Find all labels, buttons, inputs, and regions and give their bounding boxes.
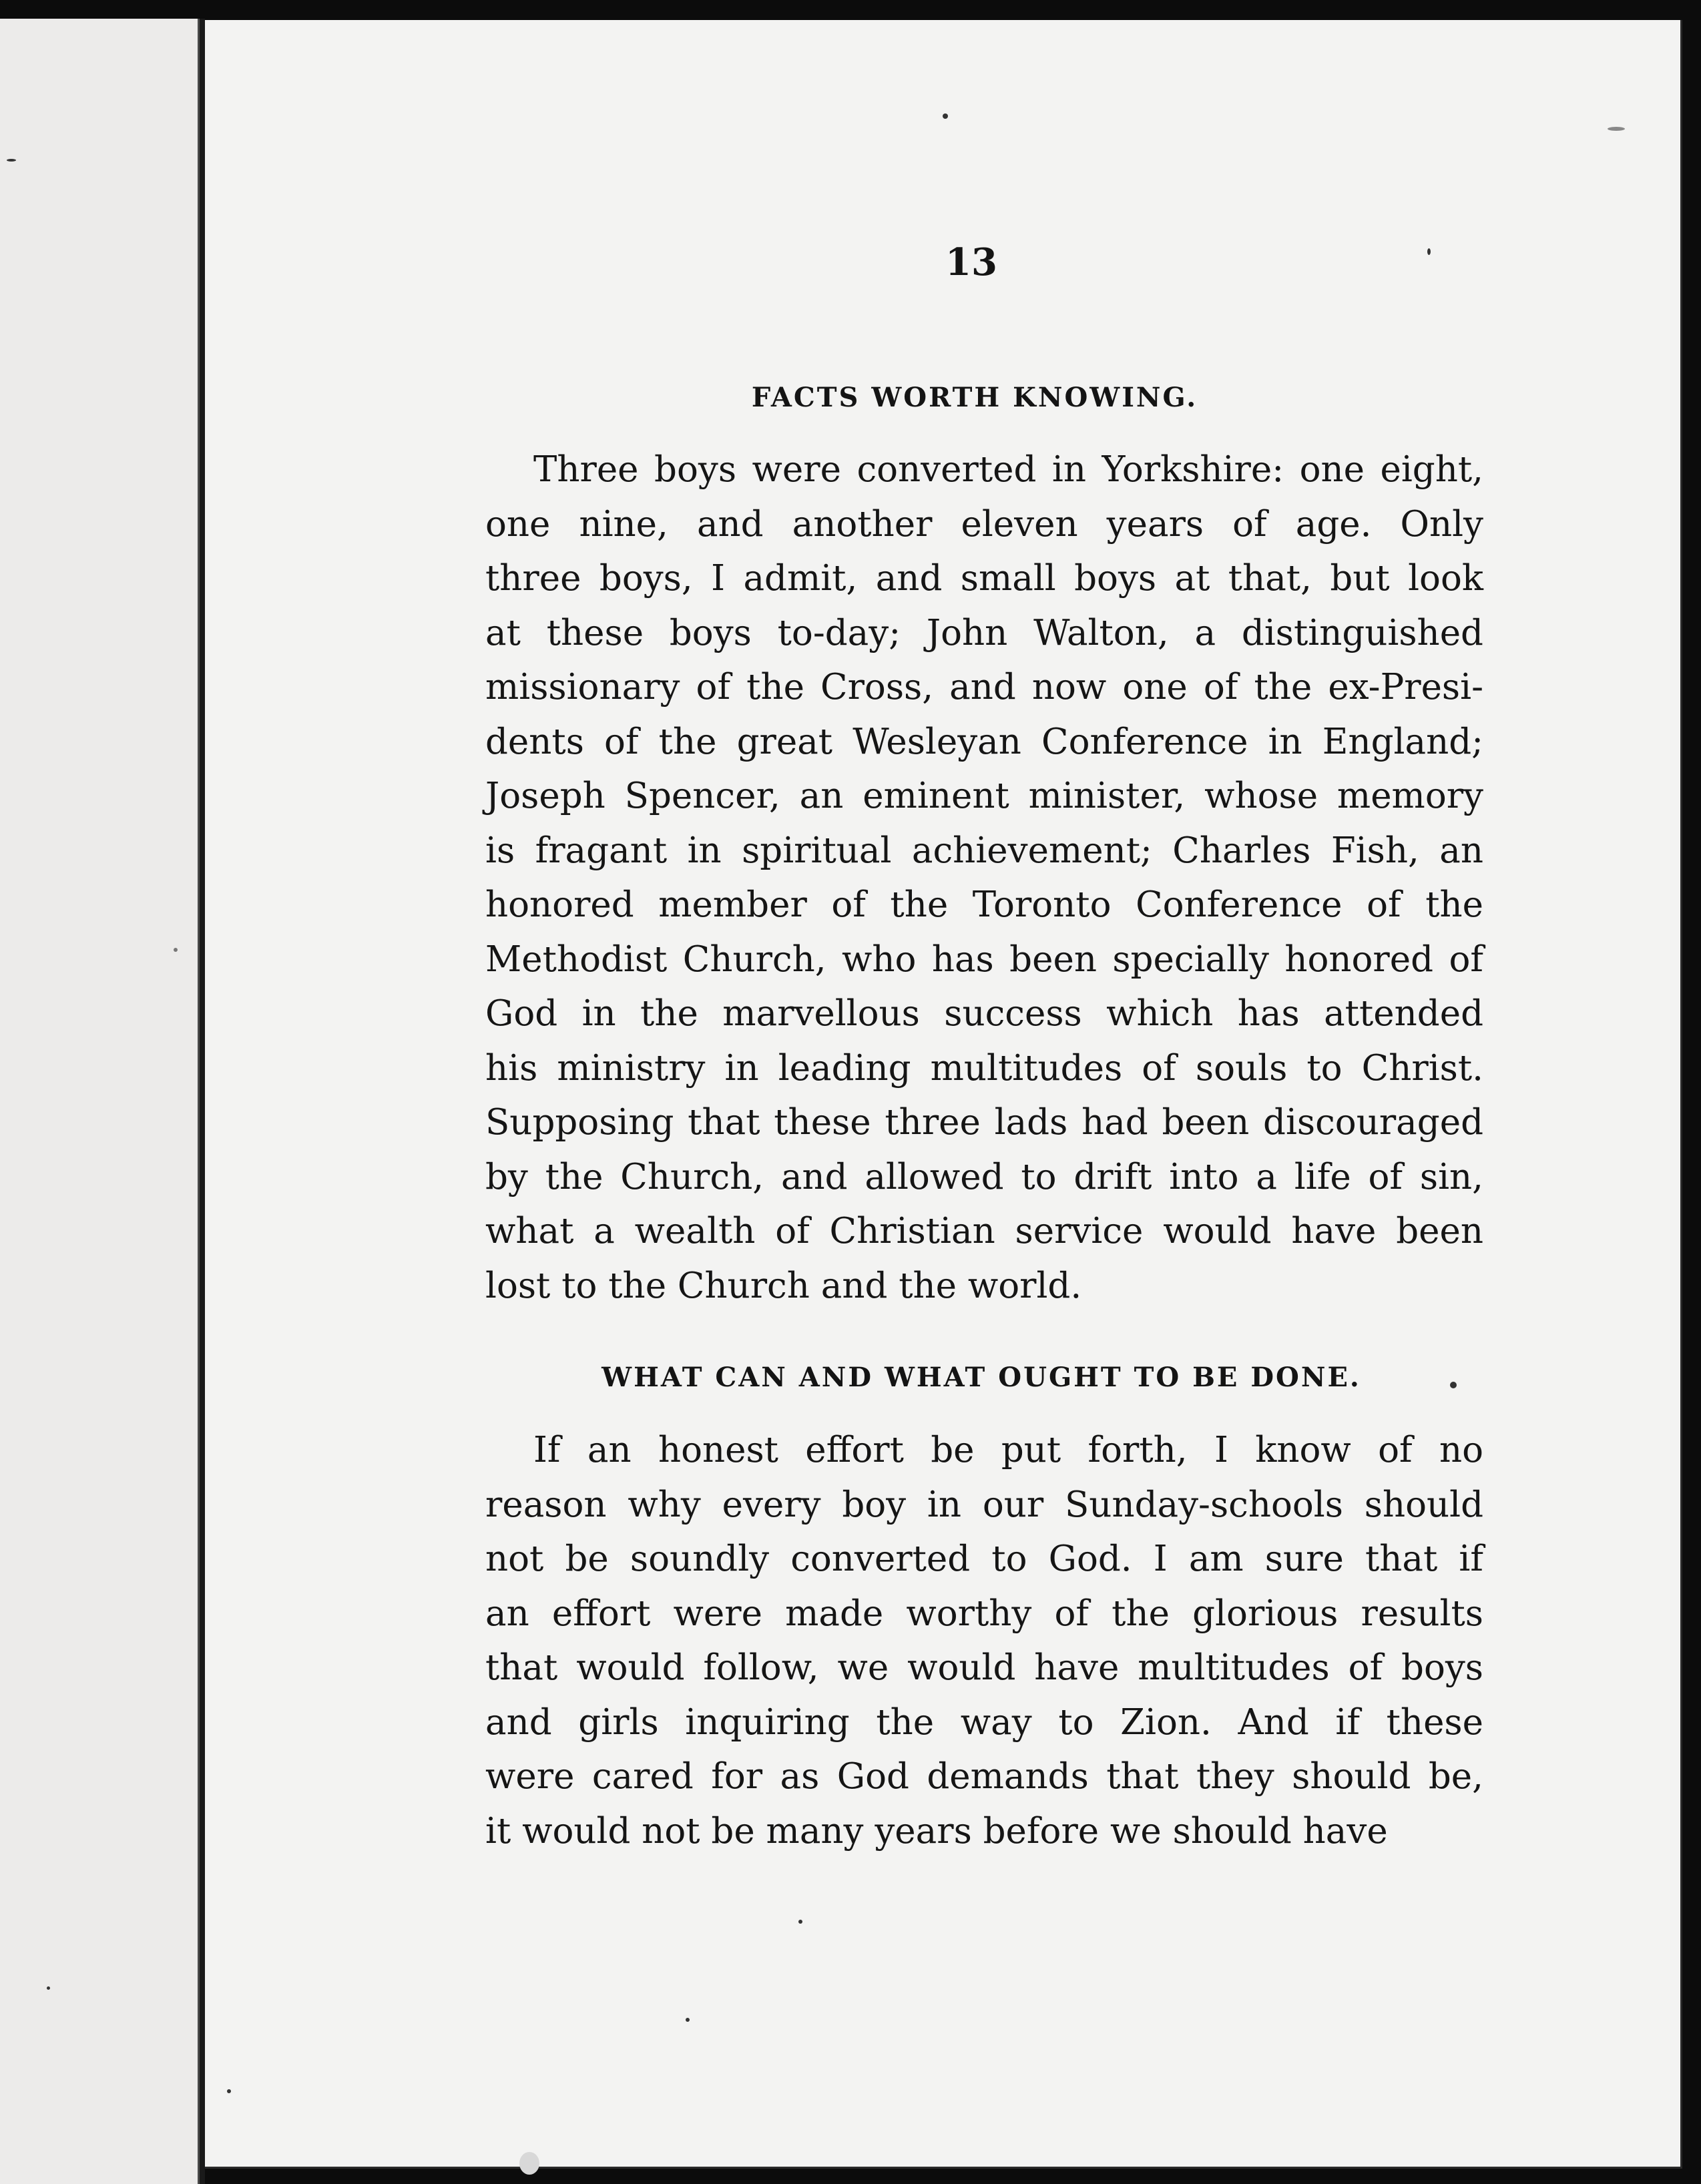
text-line: honored member of the Toronto Conference of the: [485, 884, 1483, 925]
text-line: not be soundly converted to God. I am sure that if: [485, 1539, 1483, 1579]
text-line: is fragant in spiritual achievement; Charles Fish, an: [485, 830, 1483, 871]
section-heading-what-can-be-done: WHAT CAN AND WHAT OUGHT TO BE DONE.: [601, 1362, 1361, 1393]
text-line: God in the marvellous success which has attended: [485, 993, 1483, 1034]
text-line: Joseph Spencer, an eminent minister, whose memory: [485, 776, 1483, 816]
text-line: an effort were made worthy of the glorious results: [485, 1593, 1483, 1634]
scan-speck: [798, 1920, 802, 1924]
text-line: by the Church, and allowed to drift into a life of sin,: [485, 1156, 1483, 1197]
text-line: one nine, and another eleven years of age. Only: [485, 503, 1483, 545]
scan-speck: [7, 159, 16, 162]
text-line: Three boys were converted in Yorkshire: one eight,: [533, 449, 1483, 490]
scan-speck: [1608, 127, 1625, 131]
text-line: Supposing that these three lads had been discouraged: [485, 1102, 1483, 1143]
scan-speck: [686, 2018, 690, 2022]
text-line: at these boys to-day; John Walton, a distinguished: [485, 612, 1483, 653]
text-line: reason why every boy in our Sunday-schools should: [485, 1484, 1483, 1525]
binding-gutter: [200, 19, 205, 2184]
text-line: three boys, I admit, and small boys at that, but look: [485, 558, 1483, 599]
text-line: missionary of the Cross, and now one of the ex-Presi-: [485, 667, 1483, 708]
text-line: were cared for as God demands that they should be,: [485, 1756, 1483, 1797]
text-line: lost to the Church and the world.: [485, 1265, 1082, 1306]
text-line: If an honest effort be put forth, I know of no: [533, 1430, 1483, 1470]
text-line: that would follow, we would have multitudes of boys: [485, 1647, 1483, 1688]
text-line: what a wealth of Christian service would have been: [485, 1211, 1483, 1252]
scan-speck: [174, 948, 178, 952]
text-line: it would not be many years before we should have: [485, 1810, 1388, 1852]
text-line: Methodist Church, who has been specially honored of: [485, 938, 1483, 980]
facing-page-edge: [0, 19, 200, 2184]
text-line: and girls inquiring the way to Zion. And if these: [485, 1701, 1483, 1743]
text-line: dents of the great Wesleyan Conference in England;: [485, 721, 1483, 762]
page-number: 13: [945, 240, 997, 284]
scan-speck: [1427, 248, 1431, 255]
section-heading-facts: FACTS WORTH KNOWING.: [751, 382, 1198, 413]
paragraph-facts: [485, 443, 1483, 1313]
scan-speck: [519, 2152, 539, 2175]
scan-speck: [943, 113, 948, 119]
scan-speck: [227, 2089, 231, 2093]
scan-speck: [1450, 1382, 1457, 1388]
text-line: his ministry in leading multitudes of souls to Christ.: [485, 1047, 1483, 1089]
scan-speck: [47, 1986, 50, 1990]
paragraph-what-can-be-done: [485, 1423, 1483, 1858]
